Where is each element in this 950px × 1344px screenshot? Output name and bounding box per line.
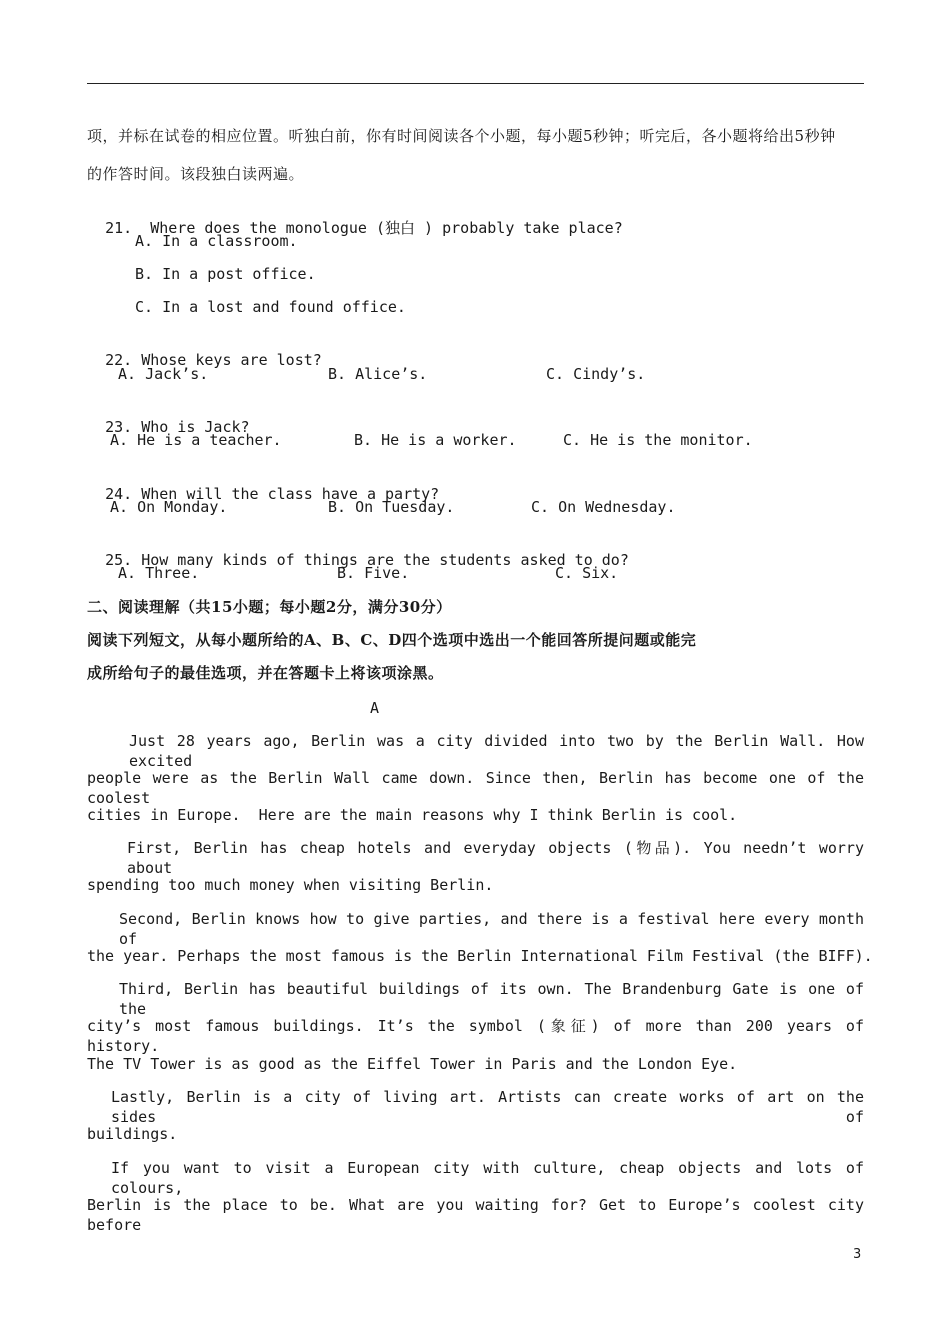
passage-line: Lastly, Berlin is a city of living art. Artists can create works of art on the sides of bbox=[111, 1088, 864, 1126]
q25-option-a: A. Three. bbox=[118, 564, 200, 582]
passage-line: Third, Berlin has beautiful buildings of its own. The Brandenburg Gate is one of the bbox=[119, 980, 864, 1018]
passage-line: The TV Tower is as good as the Eiffel Tower in Paris and the London Eye. bbox=[87, 1055, 738, 1073]
question-text: Where does the monologue (独白 ) probably take place? bbox=[150, 219, 623, 237]
q23-option-b: B. He is a worker. bbox=[354, 431, 517, 449]
question-number: 23. bbox=[105, 418, 133, 436]
q21-option-a: A. In a classroom. bbox=[135, 232, 298, 250]
q21-option-b: B. In a post office. bbox=[135, 265, 316, 283]
passage-line: First, Berlin has cheap hotels and everyday objects (物品). You needn’t worry about bbox=[127, 839, 864, 877]
q24-option-b: B. On Tuesday. bbox=[328, 498, 455, 516]
section-heading: 二、阅读理解（共15小题；每小题2分，满分30分） bbox=[87, 598, 452, 616]
question-text: Whose keys are lost? bbox=[141, 351, 322, 369]
q21-option-c: C. In a lost and found office. bbox=[135, 298, 406, 316]
passage-line: city’s most famous buildings. It’s the symbol (象征) of more than 200 years of history. bbox=[87, 1017, 864, 1055]
q23-option-c: C. He is the monitor. bbox=[563, 431, 753, 449]
passage-label: A bbox=[370, 699, 380, 717]
passage-line: buildings. bbox=[87, 1125, 178, 1143]
page-number: 3 bbox=[853, 1247, 862, 1262]
passage-line: spending too much money when visiting Berlin. bbox=[87, 876, 494, 894]
q23-option-a: A. He is a teacher. bbox=[110, 431, 282, 449]
question-number: 22. bbox=[105, 351, 133, 369]
q22-option-b: B. Alice’s. bbox=[328, 365, 428, 383]
question-number: 21. bbox=[105, 219, 133, 237]
passage-line: cities in Europe. Here are the main reasons why I think Berlin is cool. bbox=[87, 806, 738, 824]
question-text: How many kinds of things are the students asked to do? bbox=[141, 551, 629, 569]
header-rule bbox=[87, 83, 864, 84]
intro-line-2: 的作答时间。该段独白读两遍。 bbox=[87, 165, 305, 183]
section-instructions-2: 成所给句子的最佳选项，并在答题卡上将该项涂黑。 bbox=[87, 664, 444, 682]
passage-line: If you want to visit a European city with culture, cheap objects and lots of colours, bbox=[111, 1159, 864, 1197]
question-text: When will the class have a party? bbox=[141, 485, 440, 503]
q25-option-b: B. Five. bbox=[337, 564, 410, 582]
q22-option-c: C. Cindy’s. bbox=[546, 365, 646, 383]
q24-option-c: C. On Wednesday. bbox=[531, 498, 676, 516]
passage-line: people were as the Berlin Wall came down. Since then, Berlin has become one of the coolest bbox=[87, 769, 864, 807]
passage-line: Just 28 years ago, Berlin was a city divided into two by the Berlin Wall. How excited bbox=[129, 732, 864, 770]
passage-line: Berlin is the place to be. What are you waiting for? Get to Europe’s coolest city before bbox=[87, 1196, 864, 1234]
question-number: 24. bbox=[105, 485, 133, 503]
q22-option-a: A. Jack’s. bbox=[118, 365, 209, 383]
question-text: Who is Jack? bbox=[141, 418, 250, 436]
question-number: 25. bbox=[105, 551, 133, 569]
q24-option-a: A. On Monday. bbox=[110, 498, 228, 516]
passage-line: Second, Berlin knows how to give parties, and there is a festival here every month of bbox=[119, 910, 864, 948]
section-instructions-1: 阅读下列短文，从每小题所给的A、B、C、D四个选项中选出一个能回答所提问题或能完 bbox=[87, 631, 697, 649]
passage-line: the year. Perhaps the most famous is the Berlin International Film Festival (the BIFF). bbox=[87, 947, 873, 965]
q25-option-c: C. Six. bbox=[555, 564, 619, 582]
intro-line-1: 项，并标在试卷的相应位置。听独白前，你有时间阅读各个小题，每小题5秒钟；听完后，各小题将给出5秒钟 bbox=[87, 127, 836, 145]
